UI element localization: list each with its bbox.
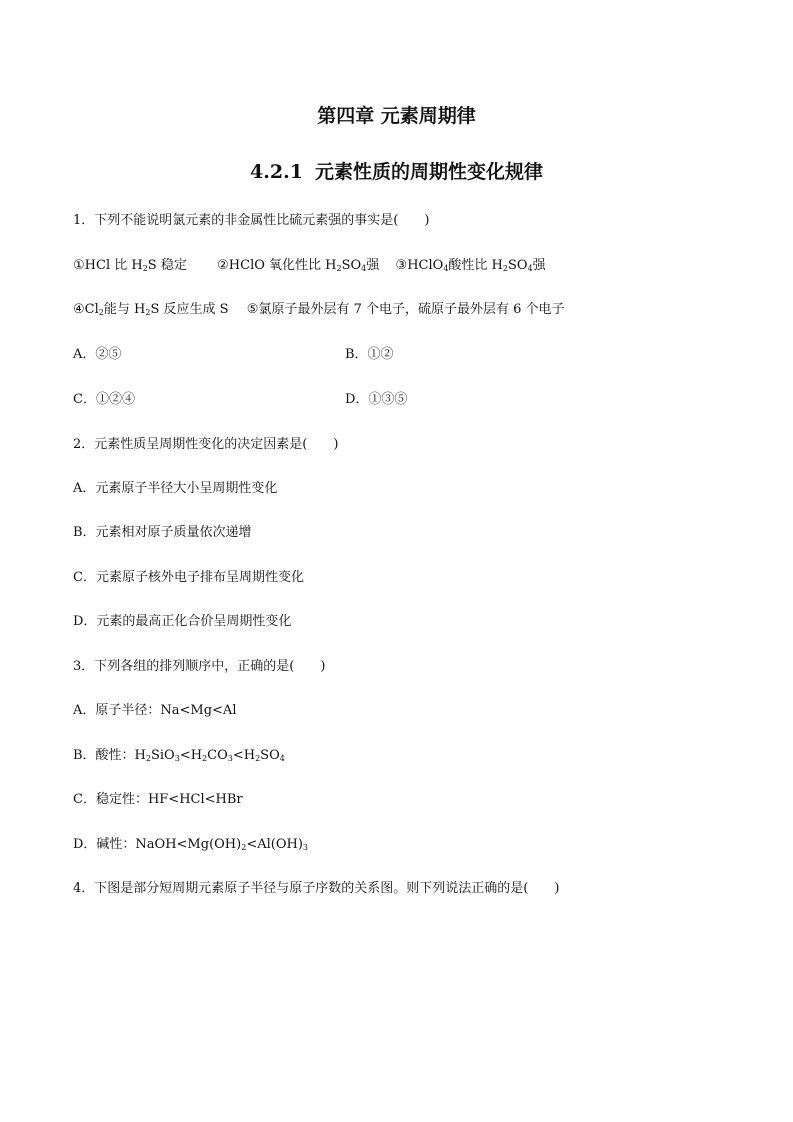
option-b-text: <H	[232, 748, 256, 763]
question-4-stem: 4．下图是部分短周期元素原子半径与原子序数的关系图。则下列说法正确的是( )	[73, 881, 560, 896]
question-2-option-d: D．元素的最高正化合价呈周期性变化	[73, 614, 292, 629]
subscript: 4	[443, 264, 449, 273]
question-1-facts-line-2	[73, 301, 565, 319]
fact-1-end: S 稳定	[147, 258, 187, 273]
fact-3-end: 强	[532, 258, 546, 273]
subscript: 2	[202, 754, 208, 763]
question-3-option-d	[73, 836, 308, 854]
subscript: 4	[361, 264, 367, 273]
question-1-option-c: C．①②④	[73, 392, 135, 407]
question-3-option-a: A．原子半径：Na<Mg<Al	[73, 703, 237, 718]
question-2-option-c: C．元素原子核外电子排布呈周期性变化	[73, 570, 304, 585]
subscript: 3	[302, 843, 308, 852]
subscript: 4	[527, 264, 533, 273]
question-3-stem: 3．下列各组的排列顺序中，正确的是( )	[73, 659, 326, 674]
question-1-stem: 1．下列不能说明氯元素的非金属性比硫元素强的事实是( )	[73, 213, 430, 228]
section-name: 元素性质的周期性变化规律	[314, 161, 543, 183]
question-1-option-d: D．①③⑤	[345, 392, 408, 407]
option-d-text: D．碱性：NaOH<Mg(OH)	[73, 837, 242, 852]
question-1-option-a: A．②⑤	[73, 347, 122, 362]
subscript: 2	[241, 843, 247, 852]
fact-3: ③HClO	[395, 258, 444, 273]
option-d-text: <Al(OH)	[246, 837, 303, 852]
question-3-option-c: C．稳定性：HF<HCl<HBr	[73, 792, 243, 807]
fact-2-mid: SO	[341, 258, 362, 273]
subscript: 2	[142, 264, 148, 273]
fact-1: ①HCl 比 H	[73, 258, 143, 273]
question-2-stem: 2．元素性质呈周期性变化的决定因素是( )	[73, 437, 339, 452]
question-2-option-a: A．元素原子半径大小呈周期性变化	[73, 481, 278, 496]
subscript: 3	[174, 754, 180, 763]
option-b-text: CO	[207, 748, 228, 763]
fact-3-mid2: SO	[507, 258, 528, 273]
option-b-text: B．酸性：H	[73, 748, 146, 763]
subscript: 2	[255, 754, 261, 763]
section-number: 4.2.1	[250, 161, 303, 183]
subscript: 2	[145, 754, 151, 763]
subscript: 2	[98, 308, 104, 317]
subscript: 2	[336, 264, 342, 273]
fact-4-end: S 反应生成 S	[150, 302, 229, 317]
chapter-title: 第四章 元素周期律	[317, 105, 476, 127]
subscript: 2	[502, 264, 508, 273]
option-b-text: SO	[260, 748, 280, 763]
question-1-facts-line-1	[73, 257, 546, 275]
subscript: 3	[227, 754, 233, 763]
question-1-option-b: B．①②	[345, 347, 394, 362]
fact-3-mid: 酸性比 H	[448, 258, 503, 273]
fact-4: ④Cl	[73, 302, 99, 317]
subscript: 2	[145, 308, 151, 317]
question-2-option-b: B．元素相对原子质量依次递增	[73, 525, 252, 540]
option-b-text: SiO	[150, 748, 175, 763]
fact-2-end: 强	[366, 258, 380, 273]
subscript: 4	[279, 754, 285, 763]
section-title	[0, 159, 793, 185]
question-3-option-b	[73, 747, 285, 765]
option-b-text: <H	[179, 748, 203, 763]
fact-4-mid: 能与 H	[103, 302, 146, 317]
fact-2: ②HClO 氧化性比 H	[217, 258, 337, 273]
fact-5: ⑤氯原子最外层有 7 个电子，硫原子最外层有 6 个电子	[246, 302, 565, 317]
